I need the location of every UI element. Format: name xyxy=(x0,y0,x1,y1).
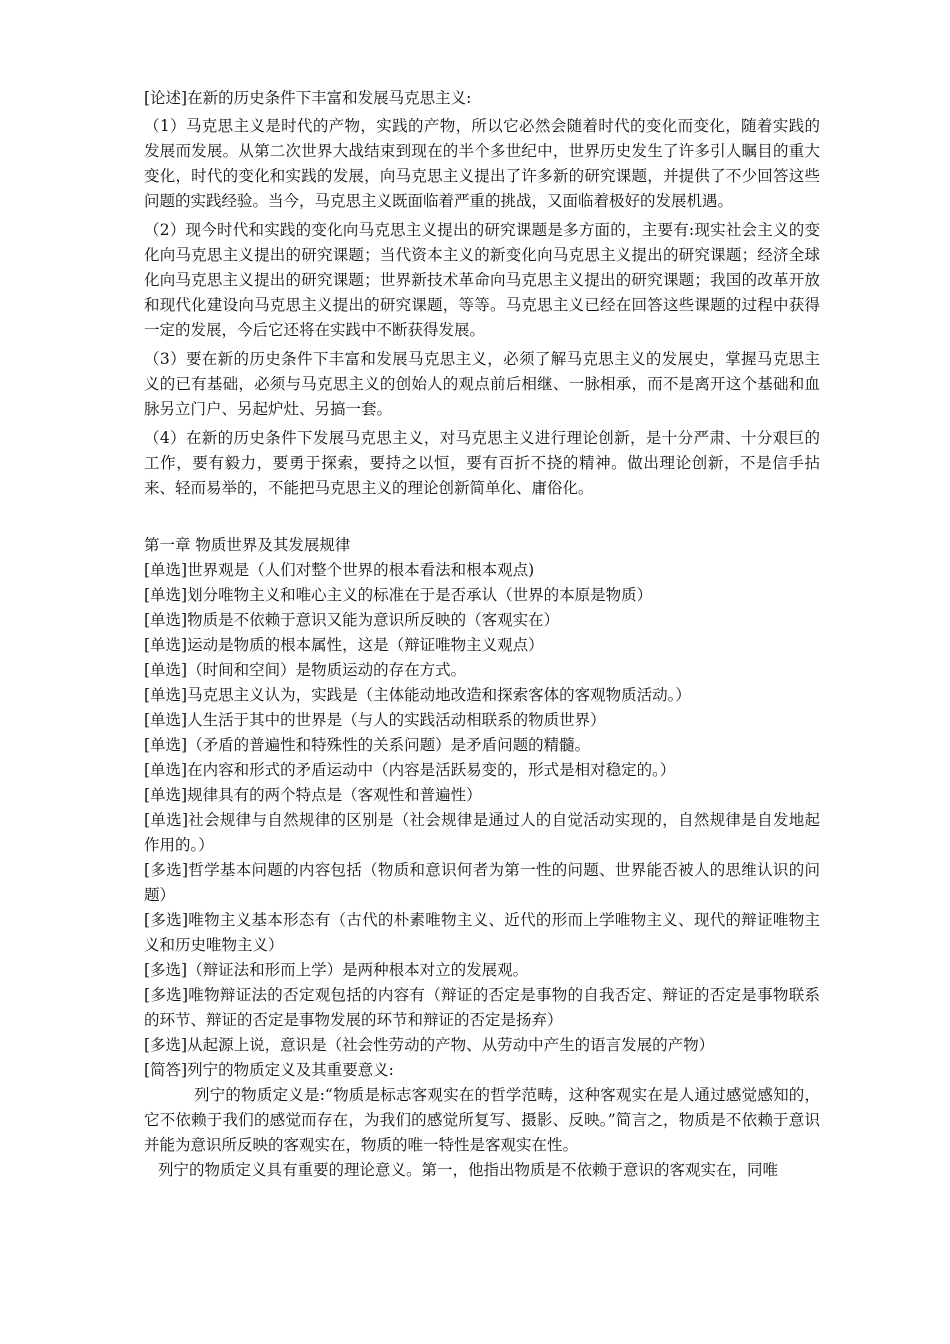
question-item: [多选]哲学基本问题的内容包括（物质和意识何者为第一性的问题、世界能否被人的思维认识的问题） xyxy=(144,861,820,904)
question-item: [简答]列宁的物质定义及其重要意义: xyxy=(144,1061,394,1079)
question-item: [多选]唯物辩证法的否定观包括的内容有（辩证的否定是事物的自我否定、辩证的否定是事物联系的环节、辩证的否定是事物发展的环节和辩证的否定是扬弃） xyxy=(144,986,820,1029)
question-item: [单选]马克思主义认为，实践是（主体能动地改造和探索客体的客观物质活动。） xyxy=(144,686,691,704)
chapter-title: 第一章 物质世界及其发展规律 xyxy=(144,536,351,554)
question-item: [单选]规律具有的两个特点是（客观性和普遍性） xyxy=(144,786,482,804)
question-item: [单选]在内容和形式的矛盾运动中（内容是活跃易变的，形式是相对稳定的。） xyxy=(144,761,676,779)
question-item: [单选]（时间和空间）是物质运动的存在方式。 xyxy=(144,661,467,679)
essay-paragraph-1: （1）马克思主义是时代的产物，实践的产物，所以它必然会随着时代的变化而变化，随着实践的发展而发展。从第二次世界大战结束到现在的半个多世纪中，世界历史发生了许多引人瞩目的重大变化，时代的变化和实践的发展，向马克思主义提出了许多新的研究课题，并提供了不少回答这些问题的实践经验。当今，马克思主义既面临着严重的挑战，又面临着极好的发展机遇。 xyxy=(144,117,820,210)
question-item: [多选]从起源上说，意识是（社会性劳动的产物、从劳动中产生的语言发展的产物） xyxy=(144,1036,715,1054)
essay-heading: [论述]在新的历史条件下丰富和发展马克思主义: xyxy=(144,89,472,107)
essay-paragraph-3: （3）要在新的历史条件下丰富和发展马克思主义，必须了解马克思主义的发展史，掌握马克思主义的已有基础，必须与马克思主义的创始人的观点前后相继、一脉相承，而不是离开这个基础和血脉另立门户、另起炉灶、另搞一套。 xyxy=(144,350,820,418)
question-item: [多选]（辩证法和形而上学）是两种根本对立的发展观。 xyxy=(144,961,529,979)
essay-paragraph-2: （2）现今时代和实践的变化向马克思主义提出的研究课题是多方面的，主要有:现实社会主义的变化向马克思主义提出的研究课题；当代资本主义的新变化向马克思主义提出的研究课题；经济全球化向马克思主义提出的研究课题；世界新技术革命向马克思主义提出的研究课题；我国的改革开放和现代化建设向马克思主义提出的研究课题，等等。马克思主义已经在回答这些课题的过程中获得一定的发展，今后它还将在实践中不断获得发展。 xyxy=(144,221,820,339)
answer-paragraph-1: 列宁的物质定义是:“物质是标志客观实在的哲学范畴，这种客观实在是人通过感觉感知的，它不依赖于我们的感觉而存在，为我们的感觉所复写、摄影、反映。”简言之，物质是不依赖于意识并能为意识所反映的客观实在，物质的唯一特性是客观实在性。 xyxy=(144,1086,820,1154)
question-item: [单选]人生活于其中的世界是（与人的实践活动相联系的物质世界） xyxy=(144,711,606,729)
question-item: [单选]（矛盾的普遍性和特殊性的关系问题）是矛盾问题的精髓。 xyxy=(144,736,591,754)
question-item: [多选]唯物主义基本形态有（古代的朴素唯物主义、近代的形而上学唯物主义、现代的辩证唯物主义和历史唯物主义） xyxy=(144,911,820,954)
section-spacer xyxy=(144,505,820,533)
document-page xyxy=(144,86,820,1183)
question-item: [单选]世界观是（人们对整个世界的根本看法和根本观点) xyxy=(144,561,535,579)
question-item: [单选]运动是物质的根本属性，这是（辩证唯物主义观点） xyxy=(144,636,544,654)
answer-paragraph-2: 列宁的物质定义具有重要的理论意义。第一，他指出物质是不依赖于意识的客观实在，同唯 xyxy=(158,1161,779,1179)
essay-paragraph-4: （4）在新的历史条件下发展马克思主义，对马克思主义进行理论创新，是十分严肃、十分艰巨的工作，要有毅力，要勇于探索，要持之以恒，要有百折不挠的精神。做出理论创新，不是信手拈来、轻而易举的，不能把马克思主义的理论创新简单化、庸俗化。 xyxy=(144,429,820,497)
question-item: [单选]物质是不依赖于意识又能为意识所反映的（客观实在） xyxy=(144,611,560,629)
question-item: [单选]划分唯物主义和唯心主义的标准在于是否承认（世界的本原是物质） xyxy=(144,586,653,604)
question-item: [单选]社会规律与自然规律的区别是（社会规律是通过人的自觉活动实现的，自然规律是自发地起作用的。） xyxy=(144,811,820,854)
